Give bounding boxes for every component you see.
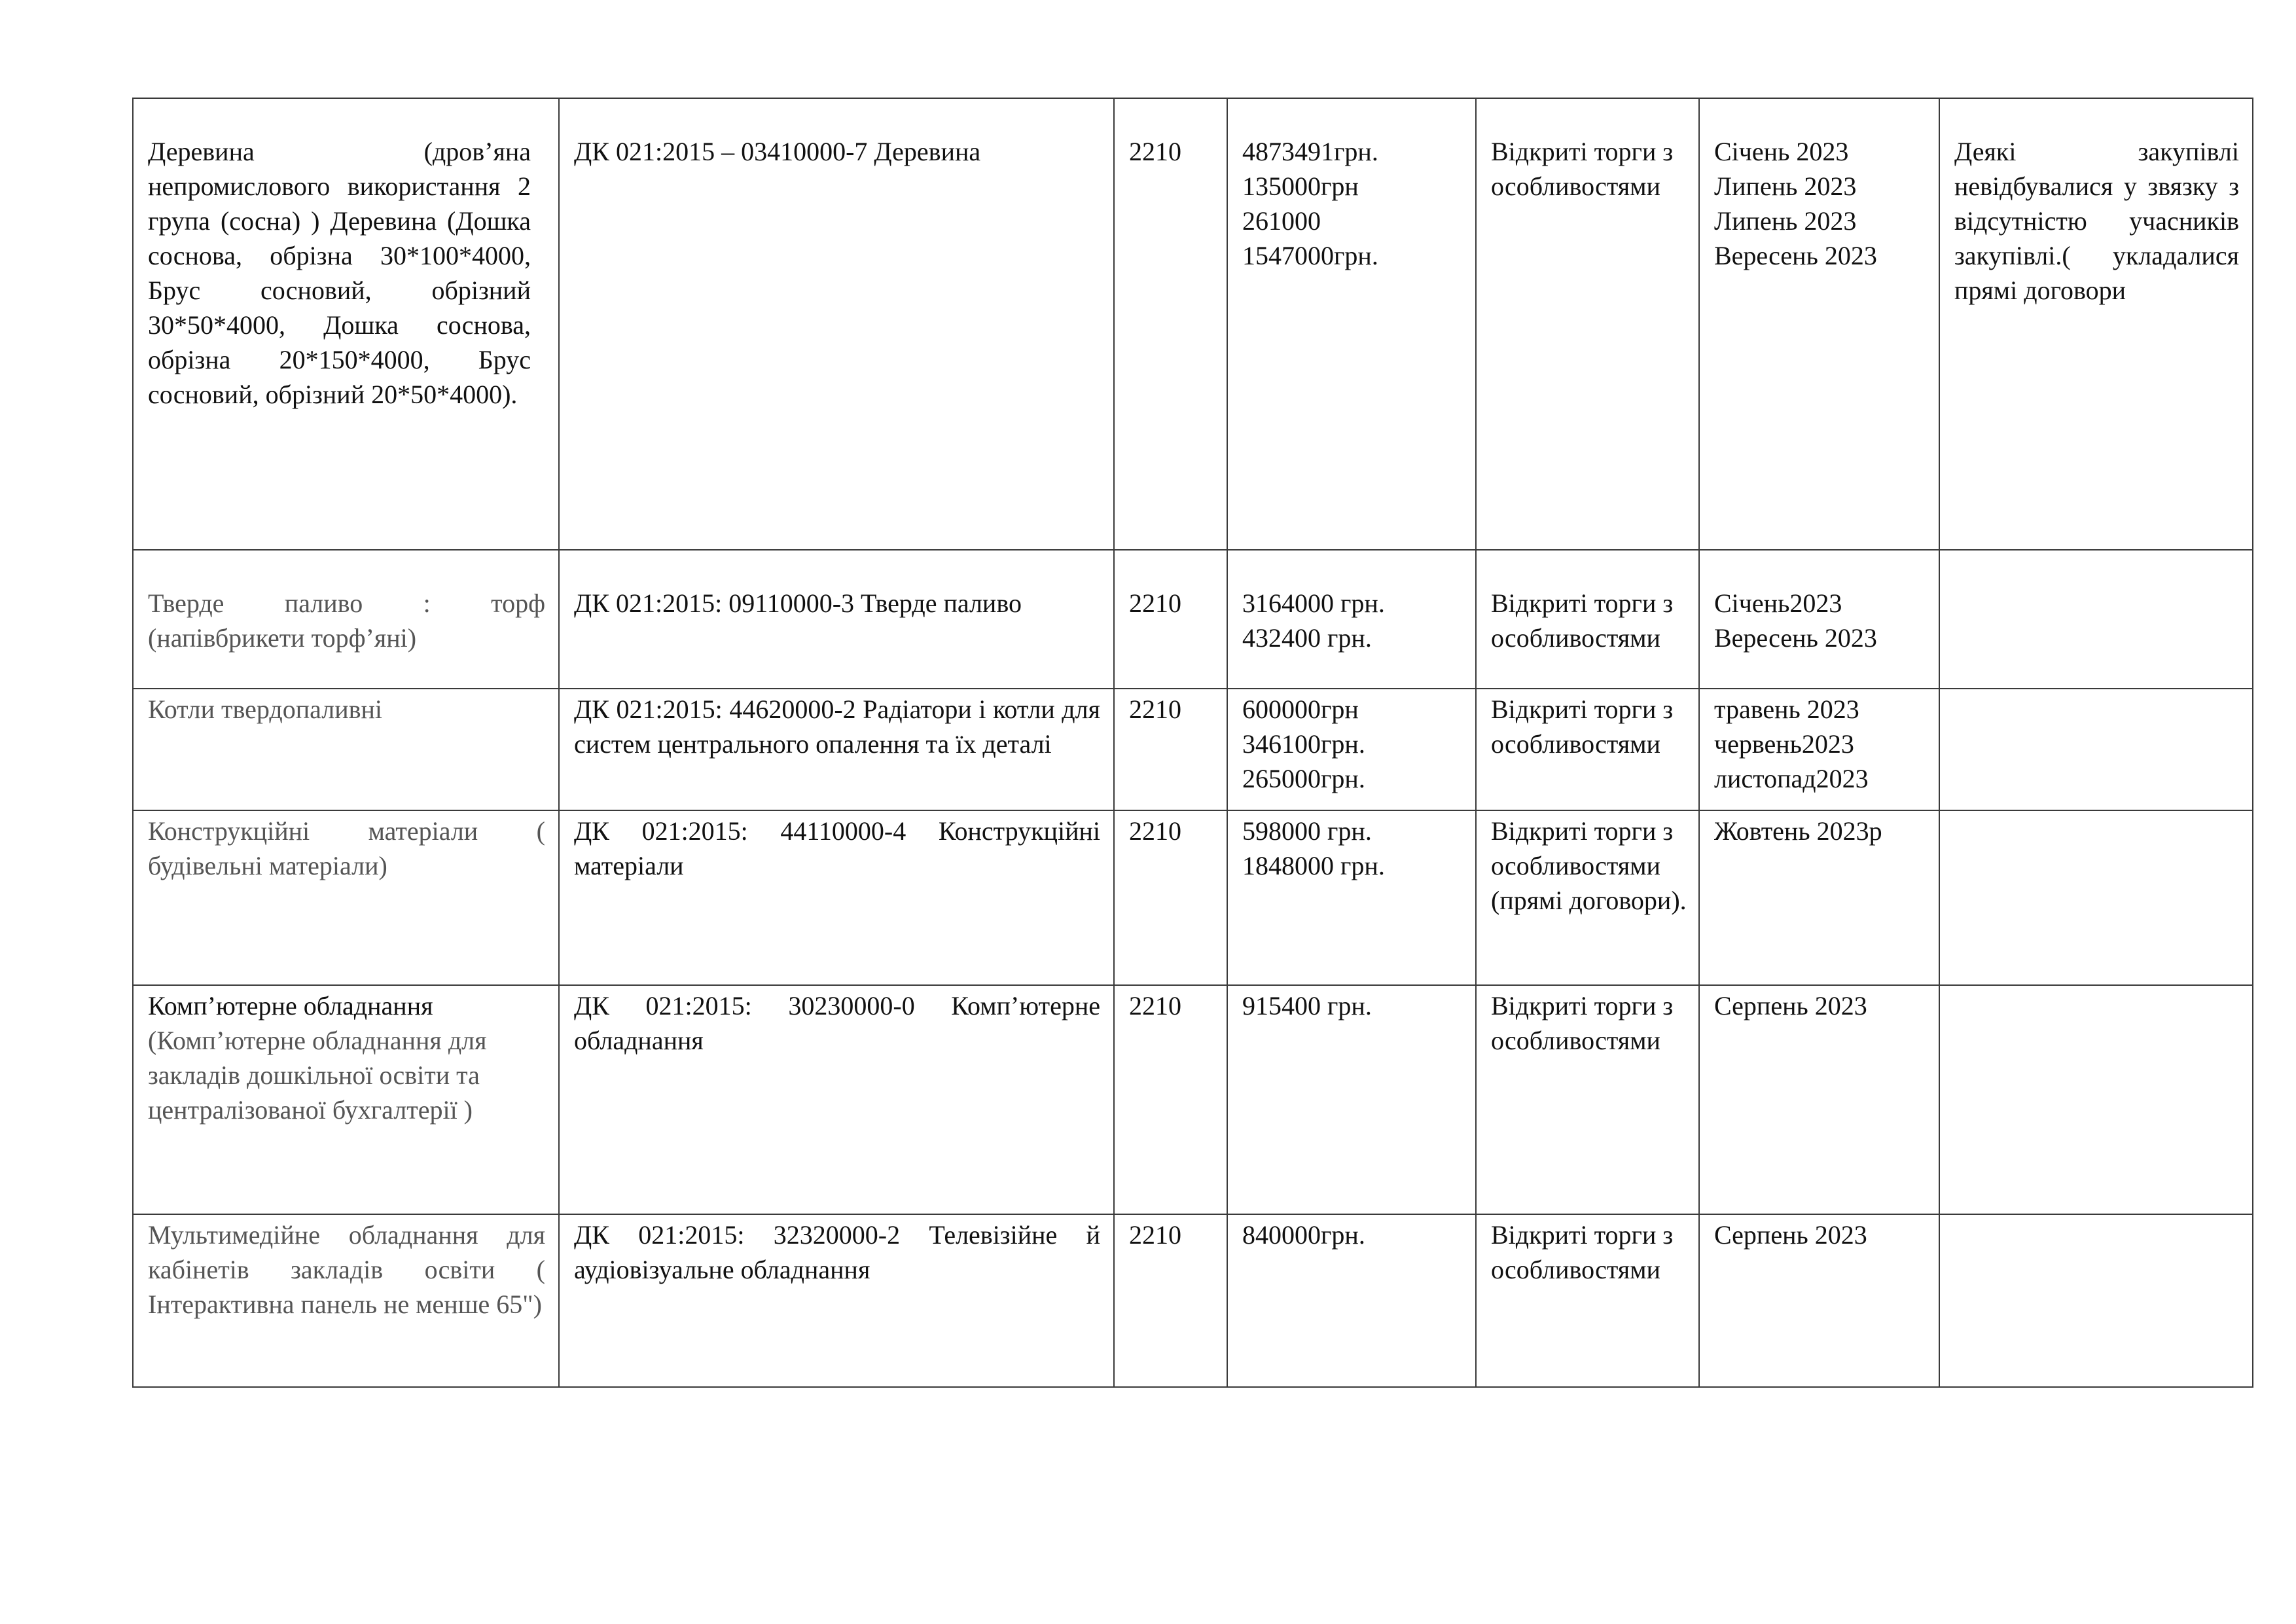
kekv-cell	[1114, 1214, 1227, 1387]
procedure-type: Відкриті торги з особливостями	[1491, 1220, 1674, 1284]
planned-date: Січень 2023	[1714, 137, 1849, 166]
item-name-cell	[133, 810, 559, 985]
procedure-type: Відкриті торги з особливостями	[1491, 695, 1674, 759]
planned-date: листопад2023	[1714, 764, 1869, 793]
table-row	[133, 689, 2253, 810]
cpv-code-cell	[559, 550, 1114, 689]
procedure-type: Відкриті торги з особливостями	[1491, 991, 1674, 1055]
amount-cell	[1227, 810, 1476, 985]
item-name-cell	[133, 550, 559, 689]
kekv-code: 2210	[1129, 991, 1181, 1020]
cpv-code-cell	[559, 985, 1114, 1214]
item-name: Тверде паливо : торф (напівбрикети торф’яні)	[148, 588, 545, 653]
cpv-code: ДК 021:2015: 32320000-2 Телевізійне й аудіовізуальне обладнання	[574, 1220, 1100, 1284]
date-cell	[1699, 810, 1939, 985]
planned-date: травень 2023	[1714, 695, 1859, 724]
kekv-code: 2210	[1129, 816, 1181, 846]
note-cell	[1939, 985, 2253, 1214]
planned-date: червень2023	[1714, 729, 1854, 759]
amount-value: 600000грн	[1242, 695, 1359, 724]
planned-date: Вересень 2023	[1714, 623, 1877, 653]
amount-cell	[1227, 689, 1476, 810]
procedure-type: Відкриті торги з особливостями	[1491, 137, 1674, 201]
cpv-code-cell	[559, 1214, 1114, 1387]
procedure-cell	[1476, 810, 1699, 985]
planned-date: Січень2023	[1714, 588, 1842, 618]
amount-value: 915400 грн.	[1242, 991, 1372, 1020]
cpv-code-prefix: ДК 021:2015 –	[574, 137, 742, 166]
date-cell	[1699, 985, 1939, 1214]
note-cell	[1939, 550, 2253, 689]
amount-value: 346100грн.	[1242, 729, 1365, 759]
kekv-code: 2210	[1129, 137, 1181, 166]
table-row	[133, 810, 2253, 985]
cpv-code: ДК 021:2015: 44620000-2 Радіатори і котли для систем центрального опалення та їх деталі	[574, 695, 1100, 759]
procedure-cell	[1476, 550, 1699, 689]
amount-value: 432400 грн.	[1242, 623, 1372, 653]
amount-value: 3164000 грн.	[1242, 588, 1385, 618]
note-cell	[1939, 1214, 2253, 1387]
note-text: Деякі закупівлі невідбувалися у звязку з відсутністю учасників закупівлі.( укладалися прямі договори	[1954, 137, 2239, 305]
kekv-cell	[1114, 810, 1227, 985]
cpv-code: 03410000-7 Деревина	[741, 137, 981, 166]
item-name-cell	[133, 98, 559, 550]
procedure-type: Відкриті торги з особливостями (прямі договори).	[1491, 816, 1687, 915]
procedure-cell	[1476, 1214, 1699, 1387]
procedure-cell	[1476, 98, 1699, 550]
cpv-code-cell	[559, 810, 1114, 985]
amount-cell	[1227, 985, 1476, 1214]
kekv-code: 2210	[1129, 588, 1181, 618]
procedure-cell	[1476, 985, 1699, 1214]
amount-value: 598000 грн.	[1242, 816, 1372, 846]
amount-value: 265000грн.	[1242, 764, 1365, 793]
kekv-cell	[1114, 689, 1227, 810]
note-cell	[1939, 689, 2253, 810]
procedure-cell	[1476, 689, 1699, 810]
table-row	[133, 1214, 2253, 1387]
planned-date: Липень 2023	[1714, 206, 1857, 236]
kekv-code: 2210	[1129, 695, 1181, 724]
planned-date: Липень 2023	[1714, 171, 1857, 201]
table-row	[133, 550, 2253, 689]
date-cell	[1699, 98, 1939, 550]
cpv-code-cell	[559, 98, 1114, 550]
amount-value: 261000	[1242, 206, 1321, 236]
amount-cell	[1227, 98, 1476, 550]
cpv-code: ДК 021:2015: 09110000-3 Тверде паливо	[574, 588, 1022, 618]
item-name-cell	[133, 689, 559, 810]
cpv-code-cell	[559, 689, 1114, 810]
cpv-code: ДК 021:2015: 44110000-4 Конструкційні матеріали	[574, 816, 1100, 880]
item-name: Мультимедійне обладнання для кабінетів закладів освіти ( Інтерактивна панель не менше 65")	[148, 1220, 545, 1319]
table-row	[133, 985, 2253, 1214]
item-name: Деревина (дров’яна непромислового використання 2 група (сосна) ) Деревина (Дошка соснова, обрізна 30*100*4000, Брус сосновий, обрізний 30*50*4000, Дошка соснова, обрізна 20*150*4000, Брус сосновий, обрізний 20*50*4000).	[148, 137, 531, 409]
planned-date: Серпень 2023	[1714, 991, 1867, 1020]
amount-cell	[1227, 1214, 1476, 1387]
amount-value: 4873491грн.	[1242, 137, 1378, 166]
amount-cell	[1227, 550, 1476, 689]
note-cell	[1939, 810, 2253, 985]
kekv-cell	[1114, 550, 1227, 689]
item-name: Котли твердопаливні	[148, 695, 383, 724]
amount-value: 1547000грн.	[1242, 241, 1378, 270]
cpv-code: ДК 021:2015: 30230000-0 Комп’ютерне обладнання	[574, 991, 1100, 1055]
item-name: (Комп’ютерне обладнання для закладів дошкільної освіти та централізованої бухгалтерії )	[148, 1026, 487, 1125]
item-name: Конструкційні матеріали ( будівельні матеріали)	[148, 816, 545, 880]
table-row	[133, 98, 2253, 550]
planned-date: Жовтень 2023р	[1714, 816, 1882, 846]
procedure-type: Відкриті торги з особливостями	[1491, 588, 1674, 653]
planned-date: Вересень 2023	[1714, 241, 1877, 270]
kekv-cell	[1114, 98, 1227, 550]
amount-value: 135000грн	[1242, 171, 1359, 201]
item-name-cell	[133, 985, 559, 1214]
procurement-table	[132, 98, 2253, 1388]
item-name-cell	[133, 1214, 559, 1387]
amount-value: 840000грн.	[1242, 1220, 1365, 1250]
kekv-cell	[1114, 985, 1227, 1214]
item-name-main: Комп’ютерне обладнання	[148, 991, 433, 1020]
date-cell	[1699, 689, 1939, 810]
date-cell	[1699, 550, 1939, 689]
kekv-code: 2210	[1129, 1220, 1181, 1250]
note-cell	[1939, 98, 2253, 550]
amount-value: 1848000 грн.	[1242, 851, 1385, 880]
planned-date: Серпень 2023	[1714, 1220, 1867, 1250]
date-cell	[1699, 1214, 1939, 1387]
